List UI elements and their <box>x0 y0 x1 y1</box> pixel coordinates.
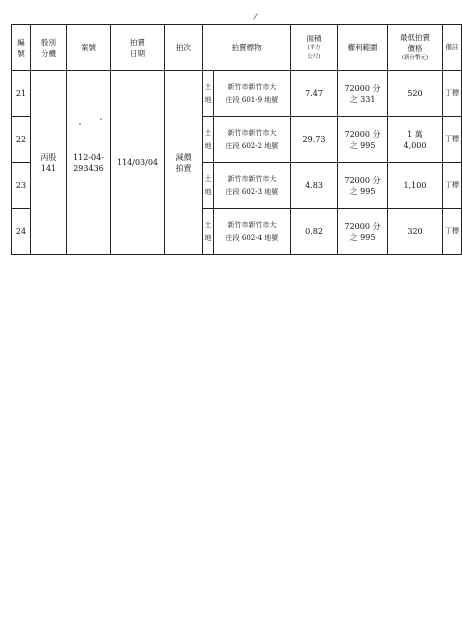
cell-auction-round: 減價 拍賣 <box>165 71 203 255</box>
cell-property-type: 土 地 <box>203 71 214 117</box>
header-round: 拍次 <box>165 25 203 71</box>
cell-rights: 72000 分 之 995 <box>338 117 388 163</box>
cell-property-type: 土 地 <box>203 117 214 163</box>
header-row <box>12 25 462 71</box>
scan-mark <box>253 13 258 19</box>
cell-property-location: 新竹市新竹市大 庄段 601-9 地號 <box>214 71 291 117</box>
cell-remark: 丁標 <box>443 117 462 163</box>
cell-case-number: 112-04- 293436 <box>67 71 111 255</box>
header-rights: 權利範圍 <box>338 25 388 71</box>
cell-no: 21 <box>12 71 31 117</box>
cell-min-price: 1 萬 4,000 <box>388 117 443 163</box>
cell-no: 23 <box>12 163 31 209</box>
cell-property-type: 土 地 <box>203 209 214 255</box>
cell-property-location: 新竹市新竹市大 庄段 602-2 地號 <box>214 117 291 163</box>
cell-property-location: 新竹市新竹市大 庄段 602-3 地號 <box>214 163 291 209</box>
cell-area: 7.47 <box>291 71 338 117</box>
header-branch: 股別 分機 <box>31 25 67 71</box>
header-area: 面積 (平方 公尺) <box>291 25 338 71</box>
header-case: 案號 <box>67 25 111 71</box>
cell-remark: 丁標 <box>443 163 462 209</box>
cell-area: 29.73 <box>291 117 338 163</box>
header-remark: 備註 <box>443 25 462 71</box>
header-price: 最低拍賣 價格 (新台幣元) <box>388 25 443 71</box>
header-no: 編 號 <box>12 25 31 71</box>
header-subject: 拍賣標物 <box>203 25 291 71</box>
cell-property-type: 土 地 <box>203 163 214 209</box>
cell-rights: 72000 分 之 995 <box>338 209 388 255</box>
cell-area: 4.83 <box>291 163 338 209</box>
cell-no: 22 <box>12 117 31 163</box>
table-row <box>12 71 462 117</box>
cell-remark: 丁標 <box>443 209 462 255</box>
auction-table <box>11 24 462 255</box>
header-date: 拍賣 日期 <box>111 25 165 71</box>
cell-branch: 丙股 141 <box>31 71 67 255</box>
cell-auction-date: 114/03/04 <box>111 71 165 255</box>
cell-rights: 72000 分 之 331 <box>338 71 388 117</box>
cell-no: 24 <box>12 209 31 255</box>
cell-min-price: 320 <box>388 209 443 255</box>
cell-min-price: 1,100 <box>388 163 443 209</box>
cell-remark: 丁標 <box>443 71 462 117</box>
cell-property-location: 新竹市新竹市大 庄段 602-4 地號 <box>214 209 291 255</box>
cell-rights: 72000 分 之 995 <box>338 163 388 209</box>
cell-min-price: 520 <box>388 71 443 117</box>
cell-area: 0.82 <box>291 209 338 255</box>
